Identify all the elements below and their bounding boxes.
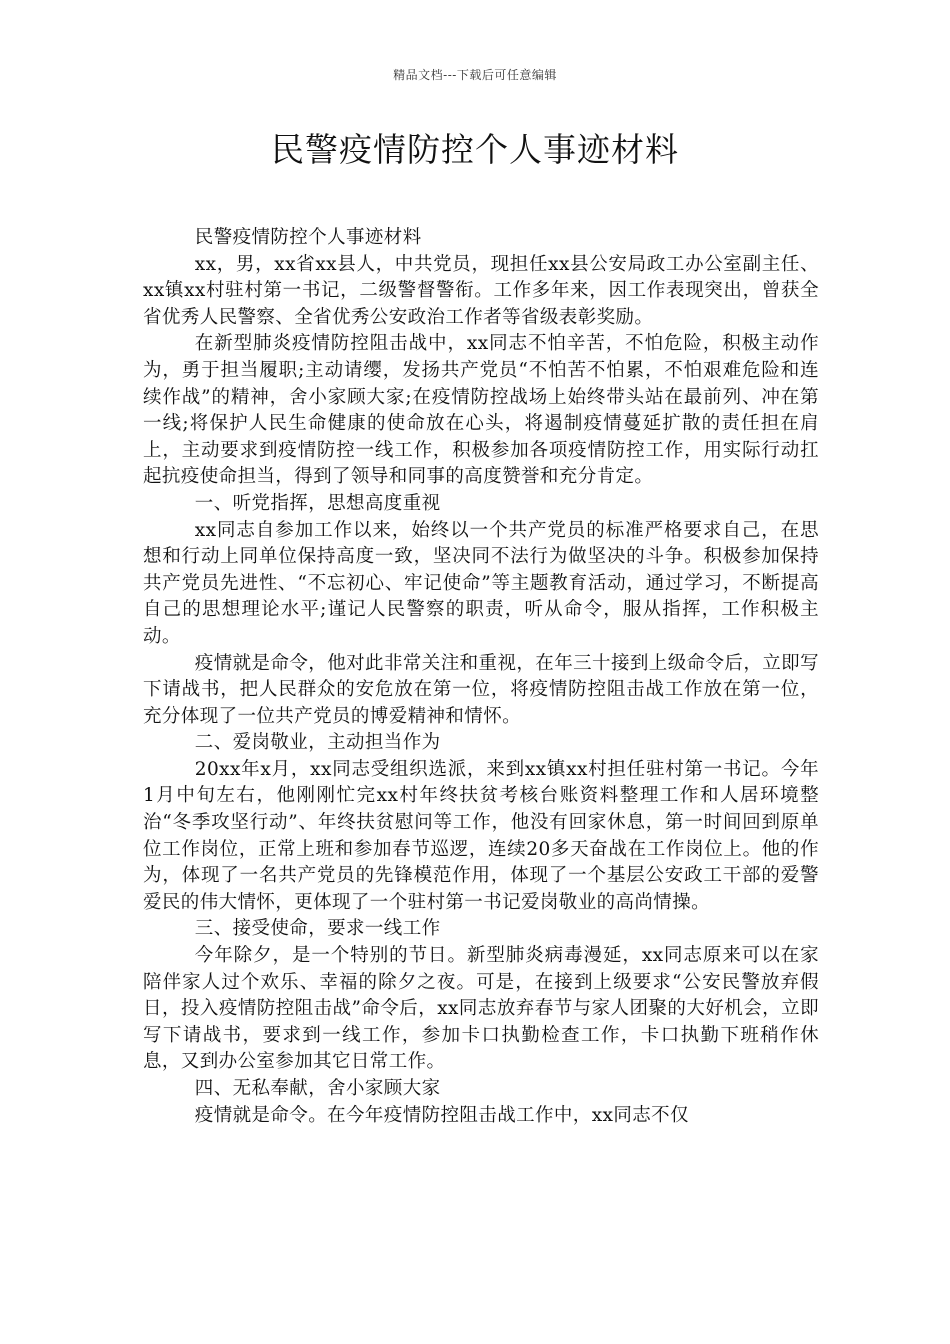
body-paragraph: xx同志自参加工作以来，始终以一个共产党员的标准严格要求自己，在思想和行动上同单位保持高度一致，坚决同不法行为做坚决的斗争。积极参加保持共产党员先进性、“不忘初心、牢记使命”等主题教育活动，通过学习，不断提高自己的思想理论水平;谨记人民警察的职责，听从命令，服从指挥，工作积极主动。 (143, 519, 819, 647)
body-paragraph: 今年除夕，是一个特别的节日。新型肺炎病毒漫延，xx同志原来可以在家陪伴家人过个欢乐、幸福的除夕之夜。可是，在接到上级要求“公安民警放弃假日，投入疫情防控阻击战”命令后，xx同志放弃春节与家人团聚的大好机会，立即写下请战书，要求到一线工作，参加卡口执勤检查工作，卡口执勤下班稍作休息，又到办公室参加其它日常工作。 (143, 945, 819, 1073)
section-heading-2: 二、爱岗敬业，主动担当作为 (194, 732, 441, 754)
body-paragraph: 疫情就是命令，他对此非常关注和重视，在年三十接到上级命令后，立即写下请战书，把人民群众的安危放在第一位，将疫情防控阻击战工作放在第一位，充分体现了一位共产党员的博爱精神和情怀。 (143, 652, 819, 727)
section-heading-4: 四、无私奉献，舍小家顾大家 (194, 1078, 441, 1099)
intro-paragraph: xx，男，xx省xx县人，中共党员，现担任xx县公安局政工办公室副主任、xx镇xx村驻村第一书记，二级警督警衔。工作多年来，因工作表现突出，曾获全省优秀人民警察、全省优秀公安政治工作者等省级表彰奖励。 (143, 253, 819, 328)
body-paragraph: 疫情就是命令。在今年疫情防控阻击战工作中，xx同志不仅 (194, 1104, 689, 1126)
section-heading-1: 一、听党指挥，思想高度重视 (194, 492, 441, 514)
body-paragraph: 20xx年x月，xx同志受组织选派，来到xx镇xx村担任驻村第一书记。今年1月中旬左右，他刚刚忙完xx村年终扶贫考核台账资料整理工作和人居环境整治“冬季攻坚行动”、年终扶贫慰问等工作，他没有回家休息，第一时间回到原单位工作岗位，正常上班和参加春节巡逻，连续20多天奋战在工作岗位上。他的作为，体现了一名共产党员的先锋模范作用，体现了一个基层公安政工干部的爱警爱民的伟大情怀，更体现了一个驻村第一书记爱岗敬业的高尚情操。 (143, 758, 819, 913)
subtitle-paragraph: 民警疫情防控个人事迹材料 (194, 227, 422, 248)
document-body (143, 225, 819, 1129)
document-title: 民警疫情防控个人事迹材料 (271, 130, 679, 169)
body-paragraph: 在新型肺炎疫情防控阻击战中，xx同志不怕辛苦，不怕危险，积极主动作为，勇于担当履职;主动请缨，发扬共产党员“不怕苦不怕累，不怕艰难危险和连续作战”的精神，舍小家顾大家;在疫情防控战场上始终带头站在最前列、冲在第一线;将保护人民生命健康的使命放在心头，将遏制疫情蔓延扩散的责任担在肩上，主动要求到疫情防控一线工作，积极参加各项疫情防控工作，用实际行动扛起抗疫使命担当，得到了领导和同事的高度赞誉和充分肯定。 (143, 333, 819, 488)
page-header-note: 精品文档---下载后可任意编辑 (393, 68, 557, 82)
section-heading-3: 三、接受使命，要求一线工作 (194, 918, 441, 940)
